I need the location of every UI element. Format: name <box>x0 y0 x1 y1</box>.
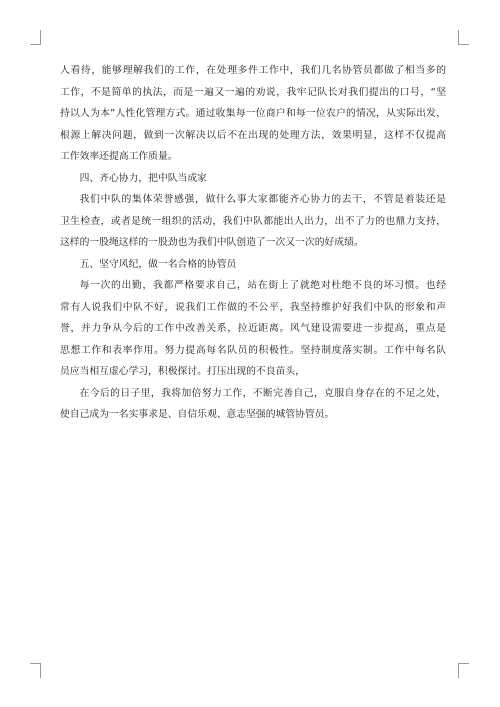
text-line: 卫生检查，或者是统一组织的活动，我们中队都能出人出力，出不了力的也鼎力支持， <box>60 215 446 227</box>
text-line: 持以人为本”人性化管理方式。通过收集每一位商户和每一位农户的情况，从实际出发， <box>60 108 446 119</box>
text-line: 人看待，能够理解我们的工作，在处理多件工作中，我们几名协管员都做了相当多的 <box>60 65 446 76</box>
crop-mark-bottom-right <box>458 663 469 678</box>
section-heading: 四、齐心协力，把中队当成家 <box>79 172 207 184</box>
text-line: 誉，并力争从今后的工作中改善关系，拉近距离。风气建设需要进一步提高，重点是 <box>60 323 446 334</box>
crop-mark-top-left <box>30 30 41 45</box>
text-line: 员应当相互虚心学习，积极探讨。打压出现的不良苗头， <box>60 366 305 377</box>
text-line: 使自己成为一名实事求是、自信乐观、意志坚强的城管协管员。 <box>60 409 335 420</box>
text-line: 工作效率还提高工作质量。 <box>60 151 178 162</box>
text-line: 常有人说我们中队不好，说我们工作做的不公平，我坚持维护好我们中队的形象和声 <box>60 301 446 313</box>
crop-mark-top-right <box>458 30 469 45</box>
section-heading: 五、坚守风纪，做一名合格的协管员 <box>79 258 237 270</box>
text-line: 我们中队的集体荣誉感强，做什么事大家都能齐心协力的去干，不管是着装还是 <box>79 194 446 205</box>
document-body <box>60 60 446 426</box>
text-line: 这样的一股绳这样的一股劲也为我们中队创造了一次又一次的好成绩。 <box>60 237 364 248</box>
crop-mark-bottom-left <box>30 663 41 678</box>
text-line: 工作，不是简单的执法，而是一遍又一遍的劝说，我牢记队长对我们提出的口号，“坚 <box>60 86 446 98</box>
text-line: 思想工作和表率作用。努力提高每名队员的积极性。坚持制度落实制。工作中每名队 <box>60 344 446 356</box>
text-line: 根源上解决问题，做到一次解决以后不在出现的处理方法，效果明显，这样不仅提高 <box>60 129 446 141</box>
text-line: 每一次的出勤，我都严格要求自己，站在街上了就绝对杜绝不良的坏习惯。也经 <box>79 280 446 291</box>
text-line: 在今后的日子里，我将加倍努力工作，不断完善自己，克服自身存在的不足之处， <box>79 387 446 399</box>
